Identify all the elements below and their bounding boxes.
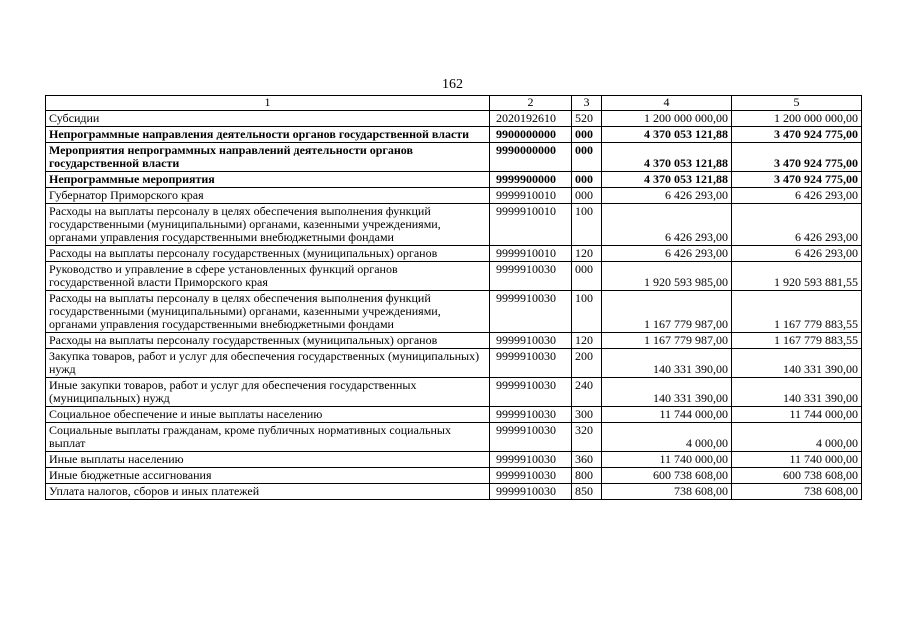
row-name-cell: Мероприятия непрограммных направлений деятельности органов государственной власти [46, 143, 490, 172]
row-type-cell: 000 [572, 262, 602, 291]
row-code-cell: 9999910030 [490, 378, 572, 407]
row-code-cell: 9999910030 [490, 333, 572, 349]
row-sum1-cell: 1 200 000 000,00 [602, 111, 732, 127]
row-sum1-cell: 1 167 779 987,00 [602, 333, 732, 349]
row-name-cell: Иные выплаты населению [46, 452, 490, 468]
row-type-cell: 000 [572, 143, 602, 172]
row-sum1-cell: 6 426 293,00 [602, 204, 732, 246]
row-type-cell: 300 [572, 407, 602, 423]
row-sum1-cell: 6 426 293,00 [602, 246, 732, 262]
row-type-cell: 000 [572, 172, 602, 188]
row-name-cell: Расходы на выплаты персоналу государственных (муниципальных) органов [46, 333, 490, 349]
table-row [46, 204, 862, 246]
row-code-cell: 9999900000 [490, 172, 572, 188]
row-type-cell: 360 [572, 452, 602, 468]
row-sum1-cell: 600 738 608,00 [602, 468, 732, 484]
table-row [46, 127, 862, 143]
row-sum2-cell: 140 331 390,00 [732, 349, 862, 378]
row-code-cell: 9999910030 [490, 407, 572, 423]
row-sum2-cell: 6 426 293,00 [732, 246, 862, 262]
row-sum2-cell: 3 470 924 775,00 [732, 172, 862, 188]
row-sum1-cell: 4 370 053 121,88 [602, 127, 732, 143]
row-code-cell: 9999910030 [490, 291, 572, 333]
header-row [46, 96, 862, 111]
row-type-cell: 800 [572, 468, 602, 484]
row-type-cell: 850 [572, 484, 602, 500]
table-row [46, 484, 862, 500]
row-type-cell: 000 [572, 188, 602, 204]
row-name-cell: Непрограммные направления деятельности органов государственной власти [46, 127, 490, 143]
row-sum2-cell: 3 470 924 775,00 [732, 143, 862, 172]
row-code-cell: 9999910030 [490, 452, 572, 468]
row-code-cell: 9999910030 [490, 349, 572, 378]
row-name-cell: Расходы на выплаты персоналу государственных (муниципальных) органов [46, 246, 490, 262]
row-sum2-cell: 6 426 293,00 [732, 188, 862, 204]
header-cell-type: 3 [572, 96, 602, 111]
row-code-cell: 9999910030 [490, 468, 572, 484]
row-type-cell: 320 [572, 423, 602, 452]
row-sum1-cell: 738 608,00 [602, 484, 732, 500]
row-sum2-cell: 140 331 390,00 [732, 378, 862, 407]
table-row [46, 172, 862, 188]
row-code-cell: 9900000000 [490, 127, 572, 143]
table-row [46, 111, 862, 127]
header-cell-sum1: 4 [602, 96, 732, 111]
row-sum2-cell: 1 920 593 881,55 [732, 262, 862, 291]
table-row [46, 143, 862, 172]
row-type-cell: 100 [572, 291, 602, 333]
row-code-cell: 9999910010 [490, 246, 572, 262]
row-code-cell: 9999910010 [490, 204, 572, 246]
row-code-cell: 9999910030 [490, 484, 572, 500]
row-sum2-cell: 4 000,00 [732, 423, 862, 452]
table-row [46, 468, 862, 484]
row-type-cell: 120 [572, 246, 602, 262]
table-row [46, 407, 862, 423]
table-row [46, 452, 862, 468]
row-sum1-cell: 1 920 593 985,00 [602, 262, 732, 291]
table-row [46, 188, 862, 204]
table-row [46, 349, 862, 378]
row-name-cell: Руководство и управление в сфере установленных функций органов государственной власти Приморского края [46, 262, 490, 291]
row-name-cell: Социальное обеспечение и иные выплаты населению [46, 407, 490, 423]
header-cell-name: 1 [46, 96, 490, 111]
row-name-cell: Расходы на выплаты персоналу в целях обеспечения выполнения функций государственными (муниципальными) органами, казенными учреждениями, органами управления государственными внебюджетными фондами [46, 204, 490, 246]
row-sum1-cell: 11 744 000,00 [602, 407, 732, 423]
row-name-cell: Субсидии [46, 111, 490, 127]
table-row [46, 262, 862, 291]
page-number: 162 [442, 77, 463, 92]
row-type-cell: 520 [572, 111, 602, 127]
row-code-cell: 9999910030 [490, 262, 572, 291]
row-type-cell: 240 [572, 378, 602, 407]
row-sum2-cell: 6 426 293,00 [732, 204, 862, 246]
row-type-cell: 120 [572, 333, 602, 349]
row-sum2-cell: 1 167 779 883,55 [732, 333, 862, 349]
row-name-cell: Губернатор Приморского края [46, 188, 490, 204]
row-name-cell: Уплата налогов, сборов и иных платежей [46, 484, 490, 500]
row-sum1-cell: 4 000,00 [602, 423, 732, 452]
row-name-cell: Закупка товаров, работ и услуг для обеспечения государственных (муниципальных) нужд [46, 349, 490, 378]
row-sum1-cell: 4 370 053 121,88 [602, 143, 732, 172]
row-name-cell: Иные закупки товаров, работ и услуг для обеспечения государственных (муниципальных) нужд [46, 378, 490, 407]
row-name-cell: Расходы на выплаты персоналу в целях обеспечения выполнения функций государственными (муниципальными) органами, казенными учреждениями, органами управления государственными внебюджетными фондами [46, 291, 490, 333]
row-sum2-cell: 1 167 779 883,55 [732, 291, 862, 333]
table-row [46, 291, 862, 333]
row-sum2-cell: 3 470 924 775,00 [732, 127, 862, 143]
budget-table [45, 95, 862, 500]
row-code-cell: 9999910030 [490, 423, 572, 452]
row-sum2-cell: 1 200 000 000,00 [732, 111, 862, 127]
table-row [46, 246, 862, 262]
row-sum1-cell: 6 426 293,00 [602, 188, 732, 204]
row-sum1-cell: 4 370 053 121,88 [602, 172, 732, 188]
row-sum1-cell: 140 331 390,00 [602, 378, 732, 407]
row-code-cell: 9990000000 [490, 143, 572, 172]
row-name-cell: Непрограммные мероприятия [46, 172, 490, 188]
row-sum2-cell: 738 608,00 [732, 484, 862, 500]
row-type-cell: 100 [572, 204, 602, 246]
table-row [46, 333, 862, 349]
row-sum2-cell: 600 738 608,00 [732, 468, 862, 484]
row-name-cell: Социальные выплаты гражданам, кроме публичных нормативных социальных выплат [46, 423, 490, 452]
row-code-cell: 9999910010 [490, 188, 572, 204]
table-row [46, 423, 862, 452]
row-sum1-cell: 11 740 000,00 [602, 452, 732, 468]
header-cell-code: 2 [490, 96, 572, 111]
row-sum1-cell: 1 167 779 987,00 [602, 291, 732, 333]
table-body [46, 96, 862, 500]
row-type-cell: 000 [572, 127, 602, 143]
row-type-cell: 200 [572, 349, 602, 378]
row-name-cell: Иные бюджетные ассигнования [46, 468, 490, 484]
row-code-cell: 2020192610 [490, 111, 572, 127]
row-sum2-cell: 11 744 000,00 [732, 407, 862, 423]
row-sum1-cell: 140 331 390,00 [602, 349, 732, 378]
table-row [46, 378, 862, 407]
row-sum2-cell: 11 740 000,00 [732, 452, 862, 468]
header-cell-sum2: 5 [732, 96, 862, 111]
